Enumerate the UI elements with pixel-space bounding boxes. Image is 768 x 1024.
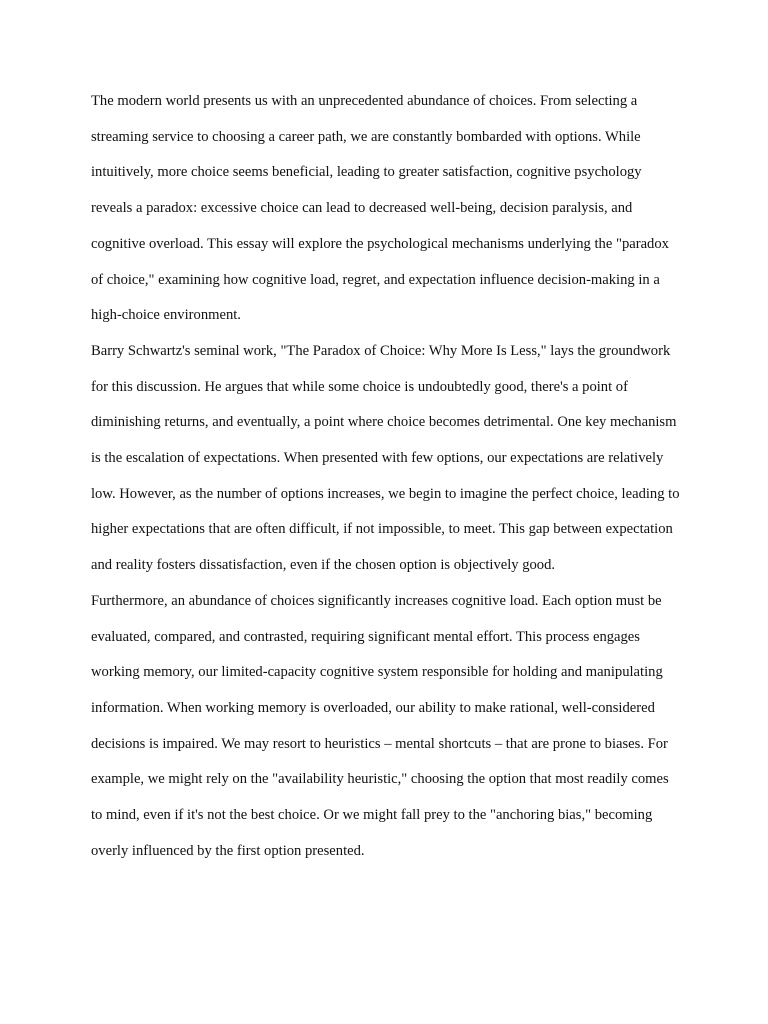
body-paragraph-1: The modern world presents us with an unprecedented abundance of choices. From selecting a streaming service to choosing a career path, we are constantly bombarded with options. While intuitively, more choice seems beneficial, leading to greater satisfaction, cognitive psychology reveals a paradox: excessive choice can lead to decreased well-being, decision paralysis, and cognitive overload. This essay will explore the psychological mechanisms underlying the "paradox of choice," examining how cognitive load, regret, and expectation influence decision-making in a high-choice environment. <box>91 93 669 324</box>
body-paragraph-2: Barry Schwartz's seminal work, "The Paradox of Choice: Why More Is Less," lays the groundwork for this discussion. He argues that while some choice is undoubtedly good, there's a point of diminishing returns, and eventually, a point where choice becomes detrimental. One key mechanism is the escalation of expectations. When presented with few options, our expectations are relatively low. However, as the number of options increases, we begin to imagine the perfect choice, leading to higher expectations that are often difficult, if not impossible, to meet. This gap between expectation and reality fosters dissatisfaction, even if the chosen option is objectively good. <box>91 342 680 574</box>
body-paragraph-3: Furthermore, an abundance of choices significantly increases cognitive load. Each option must be evaluated, compared, and contrasted, requiring significant mental effort. This process engages working memory, our limited-capacity cognitive system responsible for holding and manipulating information. When working memory is overloaded, our ability to make rational, well-considered decisions is impaired. We may resort to heuristics – mental shortcuts – that are prone to biases. For example, we might rely on the "availability heuristic," choosing the option that most readily comes to mind, even if it's not the best choice. Or we might fall prey to the "anchoring bias," becoming overly influenced by the first option presented. <box>91 592 669 859</box>
document-page <box>91 84 681 869</box>
